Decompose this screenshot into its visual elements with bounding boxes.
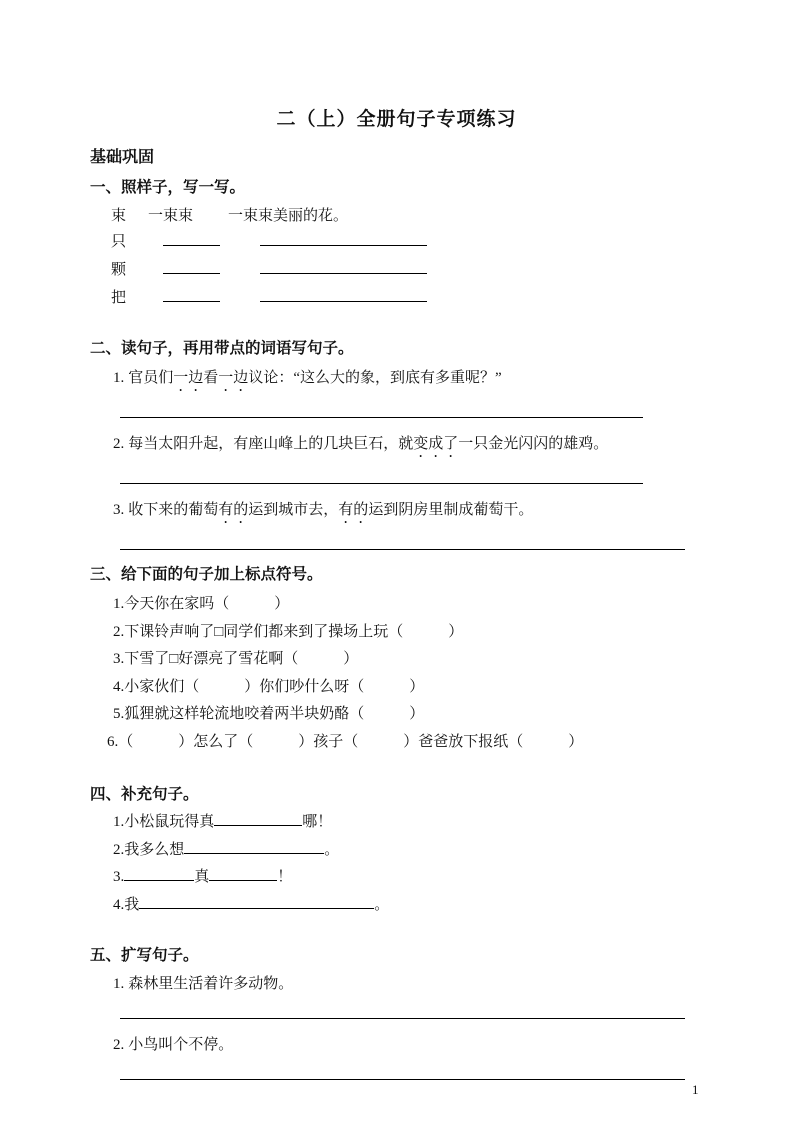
emphasized-word: 一边	[218, 370, 249, 386]
sentence-text: 运到城市去，	[248, 502, 339, 518]
punctuation-item	[90, 591, 703, 619]
example-sentence: 一束束美丽的花。	[228, 208, 349, 224]
fill-blank	[124, 866, 194, 881]
item-number: 1.	[113, 596, 125, 612]
fill-blank-long	[260, 259, 427, 274]
sentence-text: 一只金光闪闪的雄鸡。	[458, 436, 609, 452]
item-number: 1.	[113, 370, 125, 386]
answer-line	[120, 417, 643, 418]
fill-row	[90, 228, 703, 256]
punctuation-item	[90, 619, 703, 647]
sentence-text: 下雪了□好漂亮了雪花啊（ ）	[124, 651, 359, 667]
section-4-heading: 四、补充句子。	[90, 786, 199, 803]
sentence-text: 真	[194, 869, 210, 885]
measure-word: 颗	[111, 262, 127, 278]
sentence-text: 狐狸就这样轮流地咬着两半块奶酪（ ）	[124, 706, 425, 722]
section-2-heading: 二、读句子，再用带点的词语写句子。	[90, 340, 354, 357]
sentence-text: 小松鼠玩得真	[124, 814, 215, 830]
sentence-text: 看	[203, 370, 219, 386]
item-number: 2.	[113, 1037, 125, 1053]
item-number: 1.	[113, 814, 125, 830]
sentence-text: 下课铃声响了□同学们都来到了操场上玩（ ）	[124, 623, 464, 640]
fill-blank-long	[260, 231, 427, 246]
sentence-text: ！	[277, 869, 293, 885]
fill-blank-short	[163, 287, 220, 302]
section-5	[90, 945, 703, 1080]
section-3	[90, 564, 703, 756]
sentence-text: 每当太阳升起，有座山峰上的几块巨石，就	[128, 436, 414, 452]
punctuation-item	[90, 729, 703, 757]
sentence-text: 我	[124, 896, 140, 913]
item-number: 4.	[113, 678, 125, 695]
item-number: 1.	[113, 976, 125, 992]
sentence-text: 哪！	[302, 814, 333, 830]
item-number: 2.	[113, 436, 125, 452]
section-5-heading: 五、扩写句子。	[90, 947, 199, 964]
item-number: 4.	[113, 896, 125, 913]
worksheet-content	[90, 106, 703, 1094]
fill-blank	[139, 894, 374, 909]
sentence-text: 收下来的葡萄	[128, 502, 219, 518]
measure-word-example: 束	[111, 208, 127, 224]
fill-blank-short	[163, 231, 220, 246]
answer-line	[120, 1079, 685, 1080]
punctuation-item	[90, 646, 703, 674]
sentence-text: 。	[374, 896, 390, 913]
section-1-heading: 一、照样子，写一写。	[90, 179, 246, 196]
completion-item	[90, 864, 703, 892]
fill-blank-short	[163, 259, 220, 274]
page-number: 1	[692, 1082, 699, 1097]
fill-blank	[184, 839, 324, 854]
sentence-text: （ ）怎么了（ ）孩子（ ）爸爸放下报纸（ ）	[118, 733, 584, 750]
item-number: 3.	[113, 651, 125, 667]
completion-item	[90, 892, 703, 920]
sentence-text: 我多么想	[124, 841, 185, 858]
sentence-item	[90, 432, 703, 461]
part-heading: 基础巩固	[90, 149, 155, 166]
sentence-item	[90, 366, 703, 395]
completion-item	[90, 837, 703, 865]
section-2	[90, 338, 703, 550]
answer-line	[120, 1018, 685, 1019]
sentence-text: 小家伙们（ ）你们吵什么呀（ ）	[124, 678, 425, 695]
sentence-text: 森林里生活着许多动物。	[128, 976, 294, 992]
fill-blank	[214, 811, 302, 826]
item-number: 2.	[113, 841, 125, 858]
section-1	[90, 177, 703, 312]
fill-row	[90, 256, 703, 284]
punctuation-item	[90, 674, 703, 702]
emphasized-word: 变成了	[413, 436, 459, 452]
sentence-item	[90, 972, 703, 996]
section-3-heading: 三、给下面的句子加上标点符号。	[90, 566, 323, 583]
item-number: 3.	[113, 502, 125, 518]
sentence-text: 小鸟叫个不停。	[128, 1037, 234, 1053]
answer-line	[120, 483, 643, 484]
fill-row	[90, 284, 703, 312]
item-number: 3.	[113, 869, 125, 885]
emphasized-word: 一边	[173, 370, 204, 386]
item-number: 2.	[113, 623, 125, 640]
emphasized-word: 有的	[218, 502, 249, 518]
fill-blank-long	[260, 287, 427, 302]
example-row	[90, 204, 703, 228]
sentence-text: 运到阴房里制成葡萄干。	[368, 502, 534, 518]
fill-blank	[209, 866, 277, 881]
item-number: 5.	[113, 706, 125, 722]
measure-word: 把	[111, 290, 127, 306]
page-title: 二（上）全册句子专项练习	[276, 109, 517, 130]
sentence-text: 今天你在家吗（ ）	[124, 596, 290, 612]
measure-word: 只	[111, 234, 127, 250]
completion-item	[90, 809, 703, 837]
emphasized-word: 有的	[338, 502, 369, 518]
sentence-text: 议论：“这么大的象，到底有多重呢？”	[248, 370, 502, 386]
sentence-text: 官员们	[128, 370, 174, 386]
section-4	[90, 784, 703, 919]
punctuation-item	[90, 701, 703, 729]
sentence-text: 。	[324, 841, 340, 858]
sentence-item	[90, 498, 703, 527]
example-phrase: 一束束	[148, 208, 194, 224]
item-number: 6.	[107, 733, 119, 750]
answer-line	[120, 549, 685, 550]
sentence-item	[90, 1033, 703, 1057]
